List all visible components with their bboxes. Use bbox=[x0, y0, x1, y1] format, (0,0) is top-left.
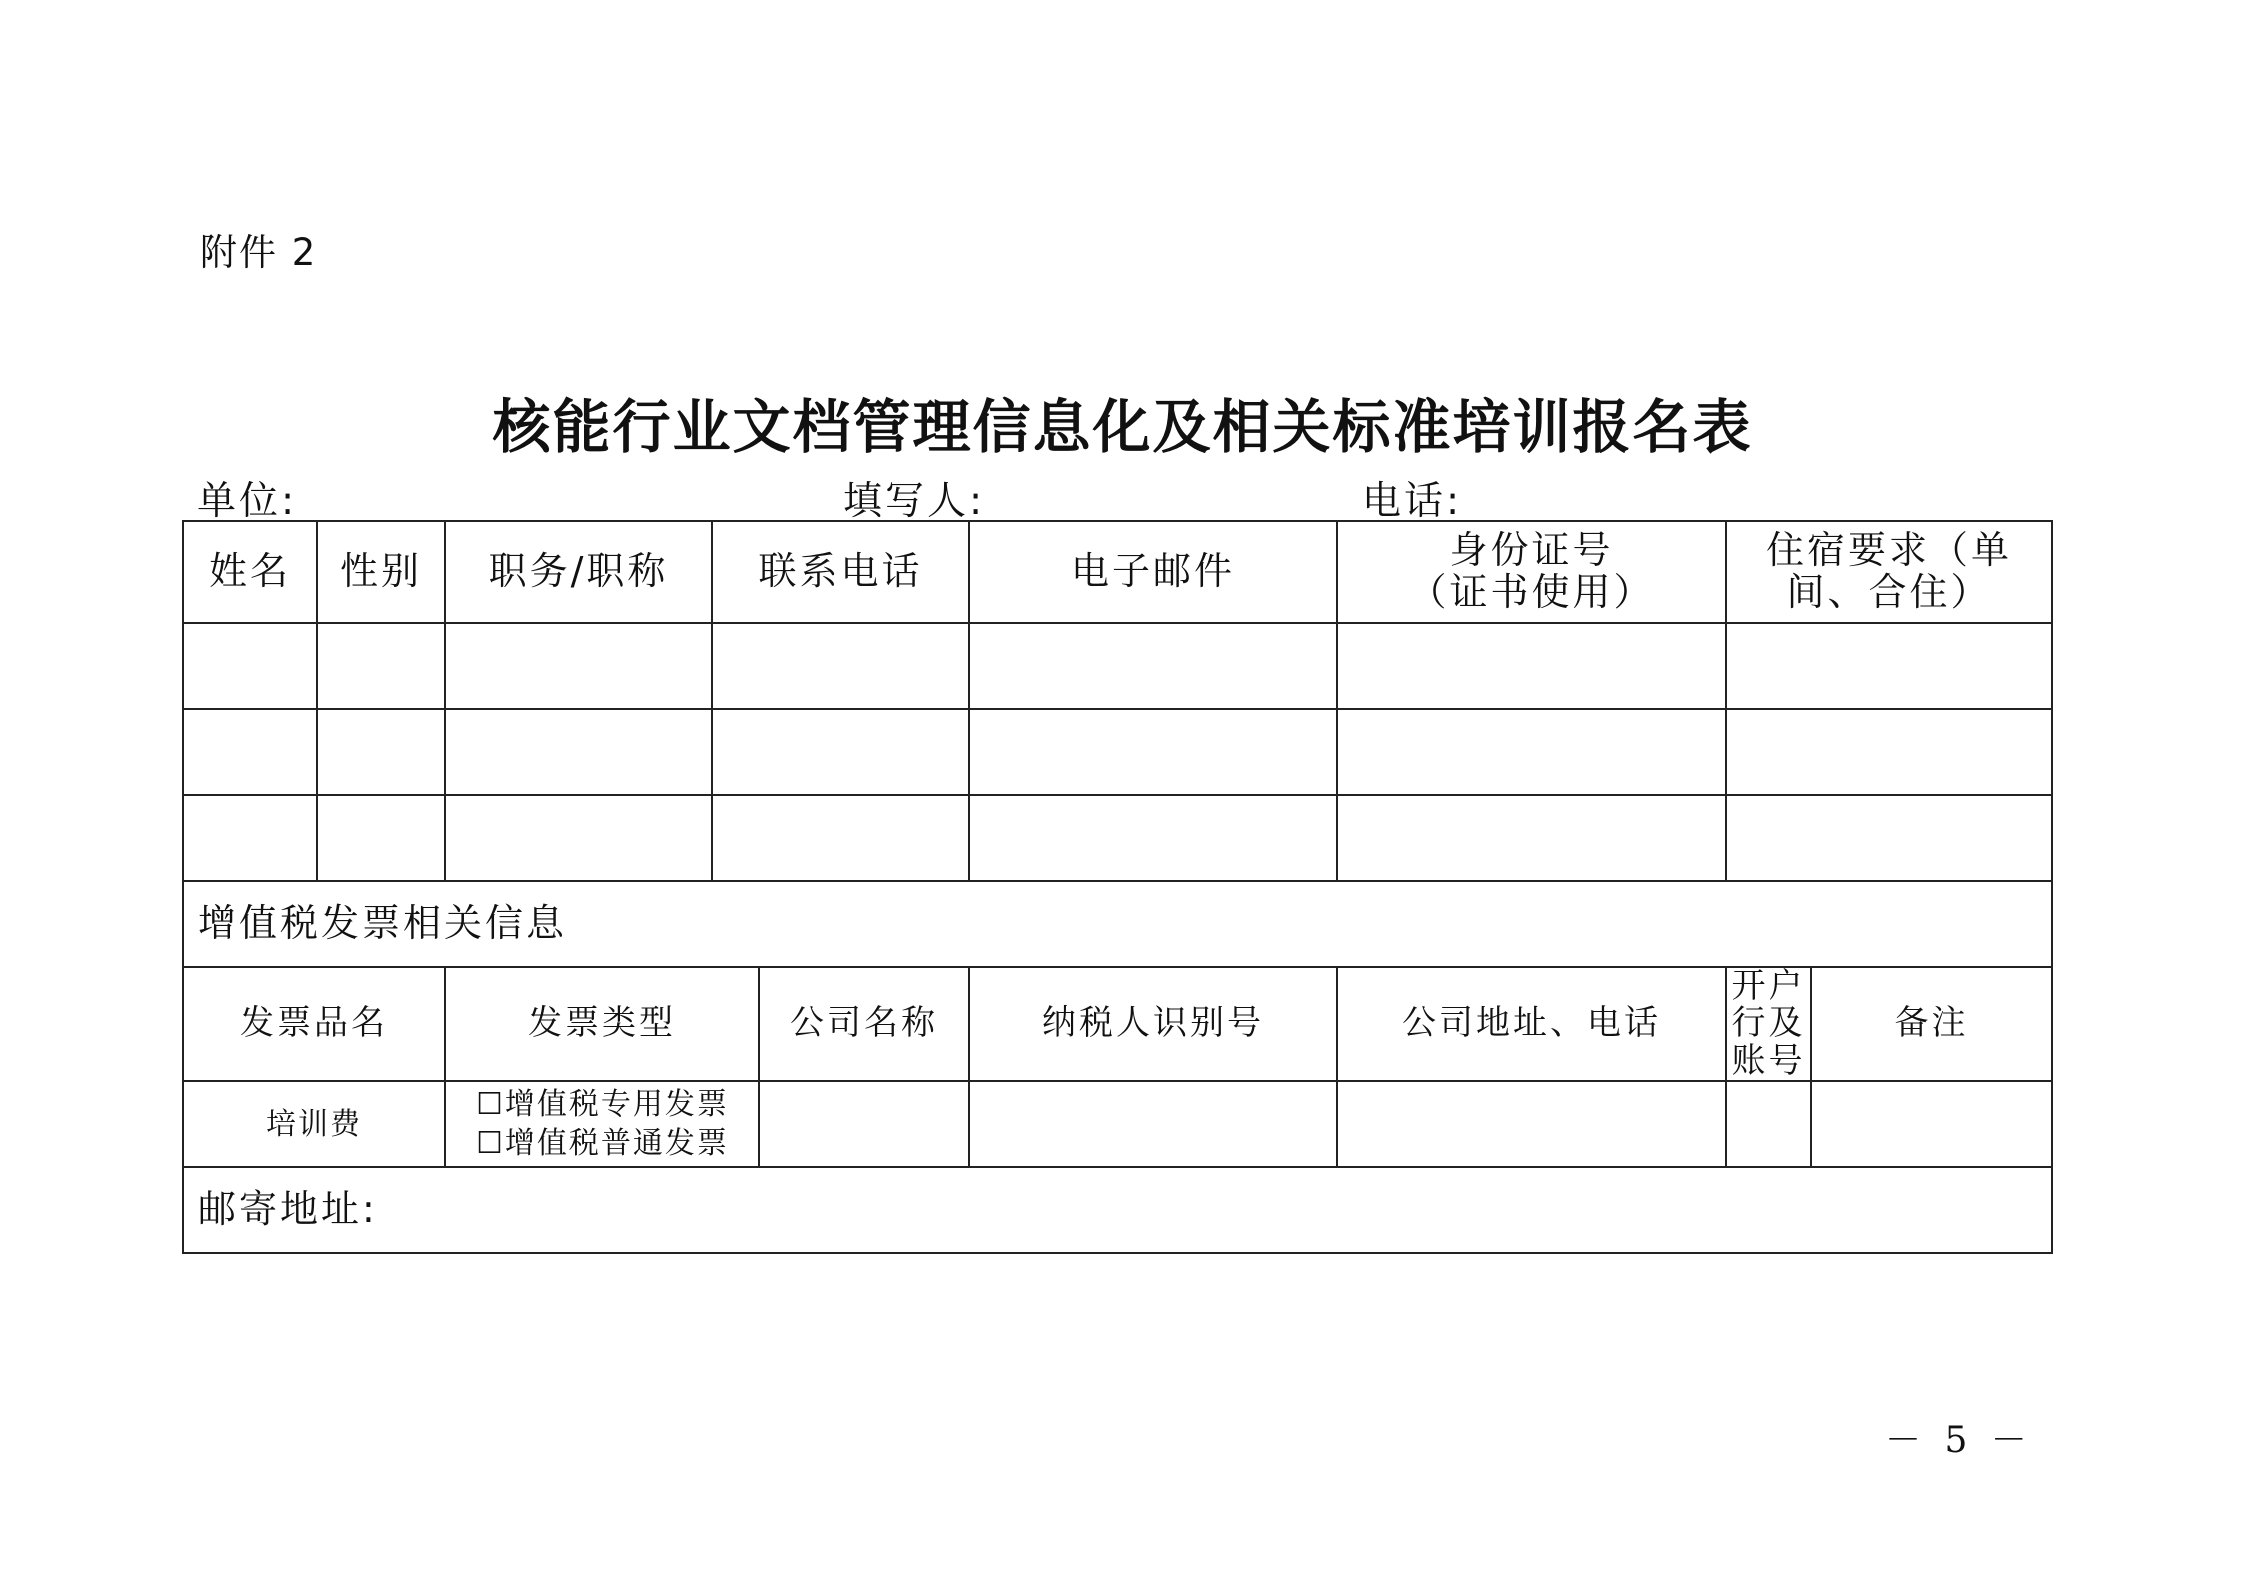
cell-position[interactable] bbox=[445, 795, 712, 881]
invoice-section-row bbox=[183, 881, 2052, 967]
phone-label: 电话: bbox=[1362, 479, 1463, 524]
cell-gender[interactable] bbox=[317, 709, 445, 795]
header-invoice-item: 发票品名 bbox=[183, 967, 445, 1081]
header-invoice-type: 发票类型 bbox=[445, 967, 759, 1081]
registration-table bbox=[182, 520, 2053, 1254]
cell-position[interactable] bbox=[445, 623, 712, 709]
cell-email[interactable] bbox=[969, 795, 1337, 881]
cell-email[interactable] bbox=[969, 709, 1337, 795]
attendee-row-3 bbox=[183, 795, 2052, 881]
header-email: 电子邮件 bbox=[969, 521, 1337, 623]
cell-id-number[interactable] bbox=[1337, 623, 1726, 709]
invoice-header-row bbox=[183, 967, 2052, 1081]
header-company-address: 公司地址、电话 bbox=[1337, 967, 1726, 1081]
cell-email[interactable] bbox=[969, 623, 1337, 709]
header-id-number-line1: 身份证号 bbox=[1449, 528, 1614, 573]
cell-gender[interactable] bbox=[317, 795, 445, 881]
header-id-number bbox=[1337, 521, 1726, 623]
header-accommodation-line2: 间、合住） bbox=[1786, 570, 1992, 614]
header-position: 职务/职称 bbox=[445, 521, 712, 623]
attendee-header-row bbox=[183, 521, 2052, 623]
cell-company-name[interactable] bbox=[759, 1081, 969, 1167]
header-accommodation-line1: 住宿要求（单 bbox=[1766, 528, 2013, 573]
unit-label: 单位: bbox=[197, 479, 298, 524]
header-name: 姓名 bbox=[183, 521, 317, 623]
cell-bank-account[interactable] bbox=[1726, 1081, 1811, 1167]
cell-id-number[interactable] bbox=[1337, 709, 1726, 795]
attachment-label: 附件 2 bbox=[200, 231, 318, 274]
filler-label: 填写人: bbox=[843, 479, 986, 524]
header-id-number-line2: （证书使用） bbox=[1408, 570, 1655, 614]
cell-name[interactable] bbox=[183, 623, 317, 709]
cell-phone[interactable] bbox=[712, 623, 969, 709]
invoice-section-title: 增值税发票相关信息 bbox=[183, 881, 2052, 967]
header-remarks: 备注 bbox=[1811, 967, 2052, 1081]
mailing-address-row bbox=[183, 1167, 2052, 1253]
cell-accommodation[interactable] bbox=[1726, 709, 2052, 795]
form-title: 核能行业文档管理信息化及相关标准培训报名表 bbox=[492, 393, 1753, 461]
cell-position[interactable] bbox=[445, 709, 712, 795]
header-bank-account: 开户行及账号 bbox=[1726, 967, 1811, 1081]
cell-gender[interactable] bbox=[317, 623, 445, 709]
invoice-type-options bbox=[445, 1081, 759, 1167]
mailing-address-label[interactable]: 邮寄地址: bbox=[183, 1167, 2052, 1253]
attendee-row-2 bbox=[183, 709, 2052, 795]
cell-phone[interactable] bbox=[712, 709, 969, 795]
cell-company-address[interactable] bbox=[1337, 1081, 1726, 1167]
cell-accommodation[interactable] bbox=[1726, 795, 2052, 881]
special-invoice-checkbox[interactable]: ☐增值税专用发票 bbox=[476, 1087, 729, 1123]
header-accommodation bbox=[1726, 521, 2052, 623]
general-invoice-checkbox[interactable]: ☐增值税普通发票 bbox=[476, 1126, 729, 1162]
invoice-row bbox=[183, 1081, 2052, 1167]
page-number: － 5 － bbox=[1885, 1420, 2033, 1461]
invoice-item-name: 培训费 bbox=[183, 1081, 445, 1167]
header-company-name: 公司名称 bbox=[759, 967, 969, 1081]
cell-remarks[interactable] bbox=[1811, 1081, 2052, 1167]
cell-taxpayer-id[interactable] bbox=[969, 1081, 1337, 1167]
header-phone: 联系电话 bbox=[712, 521, 969, 623]
header-taxpayer-id: 纳税人识别号 bbox=[969, 967, 1337, 1081]
cell-accommodation[interactable] bbox=[1726, 623, 2052, 709]
cell-name[interactable] bbox=[183, 795, 317, 881]
cell-phone[interactable] bbox=[712, 795, 969, 881]
header-gender: 性别 bbox=[317, 521, 445, 623]
cell-id-number[interactable] bbox=[1337, 795, 1726, 881]
attendee-row-1 bbox=[183, 623, 2052, 709]
cell-name[interactable] bbox=[183, 709, 317, 795]
